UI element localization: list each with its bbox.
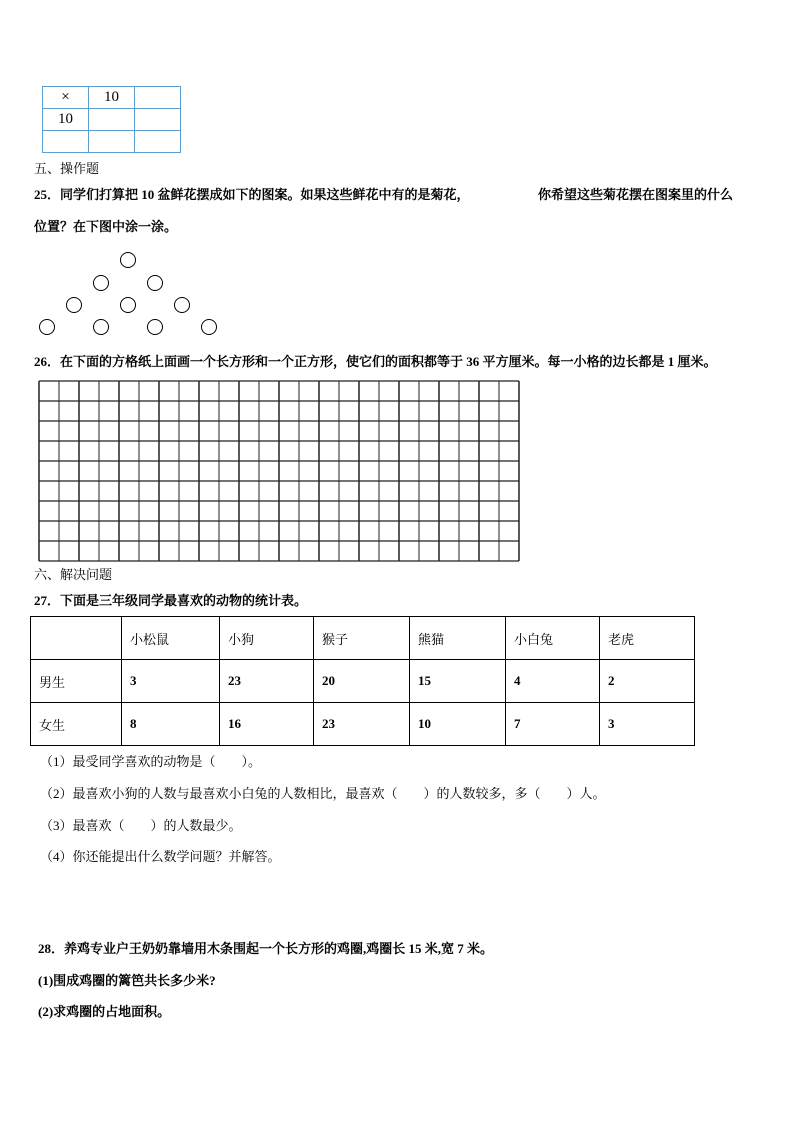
sub-question: （2）最喜欢小狗的人数与最喜欢小白兔的人数相比，最喜欢（ ）的人数较多，多（ ）人。 [40,786,606,801]
cell: × [43,87,89,109]
cell: 15 [410,660,506,703]
row-label: 女生 [31,703,122,746]
table-row [43,109,181,131]
sub-question: （1）最受同学喜欢的动物是（ ）。 [40,754,262,769]
cell [135,87,181,109]
flower-circle[interactable] [201,319,217,335]
cell: 10 [43,109,89,131]
flower-circle[interactable] [39,319,55,335]
question-25-cont: 你希望这些菊花摆在图案里的什么 [538,187,734,202]
flower-circle[interactable] [120,297,136,313]
row-label: 男生 [31,660,122,703]
table-header-row [31,617,695,660]
header-cell: 小松鼠 [122,617,220,660]
flower-circle[interactable] [66,297,82,313]
question-28: 28．养鸡专业户王奶奶靠墙用木条围起一个长方形的鸡圈,鸡圈长 15 米,宽 7 米。 [38,941,494,956]
flower-circle[interactable] [93,275,109,291]
cell: 2 [600,660,695,703]
cell: 23 [314,703,410,746]
flower-circle[interactable] [120,252,136,268]
question-26: 26．在下面的方格纸上面画一个长方形和一个正方形，使它们的面积都等于 36 平方厘米。每一小格的边长都是 1 厘米。 [34,354,717,369]
cell: 10 [89,87,135,109]
table-row [31,660,695,703]
animal-stats-table [30,616,695,746]
cell: 23 [220,660,314,703]
flower-circle[interactable] [147,319,163,335]
question-27: 27．下面是三年级同学最喜欢的动物的统计表。 [34,593,308,608]
cell: 4 [506,660,600,703]
grid-paper[interactable] [38,380,520,562]
cell [43,131,89,153]
table-row [43,131,181,153]
header-cell: 老虎 [600,617,695,660]
cell [135,131,181,153]
flower-circle[interactable] [93,319,109,335]
header-cell: 猴子 [314,617,410,660]
cell [135,109,181,131]
cell: 10 [410,703,506,746]
cell: 8 [122,703,220,746]
question-25-line2: 位置？在下图中涂一涂。 [34,219,178,234]
table-row [31,703,695,746]
question-25: 25．同学们打算把 10 盆鲜花摆成如下的图案。如果这些鲜花中有的是菊花， [34,187,470,202]
sub-question: (1)围成鸡圈的篱笆共长多少米? [38,973,216,988]
section-heading: 六、解决问题 [34,567,113,582]
sub-question: （3）最喜欢（ ）的人数最少。 [40,818,242,833]
cell: 3 [600,703,695,746]
cell: 20 [314,660,410,703]
header-cell: 小白兔 [506,617,600,660]
cell [89,131,135,153]
section-heading: 五、操作题 [34,161,100,176]
table-row [43,87,181,109]
flower-circle[interactable] [174,297,190,313]
header-cell: 熊猫 [410,617,506,660]
header-cell: 小狗 [220,617,314,660]
flower-circle[interactable] [147,275,163,291]
cell: 16 [220,703,314,746]
sub-question: (2)求鸡圈的占地面积。 [38,1004,171,1019]
cell: 7 [506,703,600,746]
sub-question: （4）你还能提出什么数学问题？并解答。 [40,849,281,864]
cell: 3 [122,660,220,703]
cell [89,109,135,131]
multiplication-table [42,86,181,153]
header-cell [31,617,122,660]
